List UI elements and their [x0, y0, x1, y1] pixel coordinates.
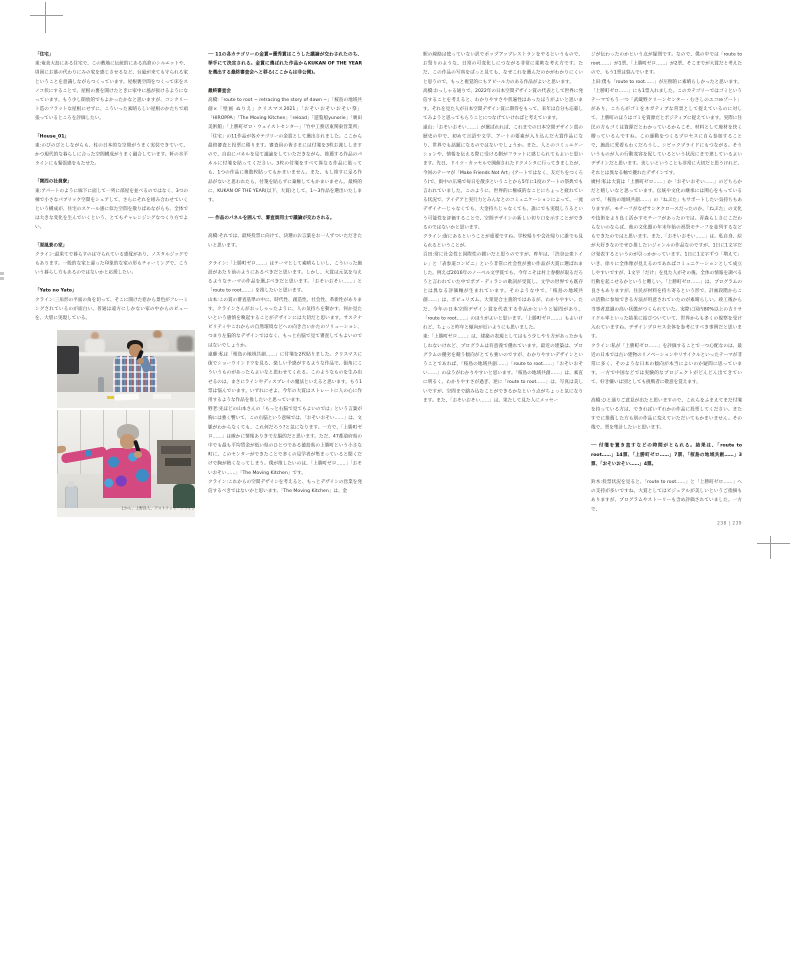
photo-shape [103, 448, 151, 498]
work-title: 「関西の社員寮」 [35, 178, 72, 185]
jury-comment: 百田:常に社会性と国際性の闘いだと思うのですが、昨年は、「渋谷公衆トイレ」と「表参道コンビニ」という非常に社会性が強い作品が大賞に選ばれました。例えば2016年のノーベル文学賞でも、今年こそは村上春樹が取るだろうと言われていた中でボブ・ディランの歌詞が受賞し、文学の世界でも既存とは異なる評価軸が生まれています。そのような中で、「桜島の地域共創……」は、ポピュリズム、大衆迎合主義的ではあるが、わかりやすい。ただ、今年の日本空間デザイン賞を代表する作品かというと疑問があり、「route to root……」のほうがよいと思います。「上勝町ゼロ……」もよいけれど、ちょっと昨年と傾向が近いようにも思いました。 [423, 251, 583, 331]
photo-judge-bottom [57, 410, 195, 517]
jury-comment: 高橋:おっしゃる通りで、2022年の日本空間デザイン賞の代表として世界に発信することを考えると、わかりやすさや普遍性はあったほうがよいと思います。それを見た人が日本空間デザイン賞に期待をもって、来年は自分も応募してみようと思ってもらうことにつなげていければと考えています。 [423, 87, 583, 121]
page-number-text: 238 | 239 [717, 521, 742, 526]
crop-mark [30, 15, 63, 16]
jury-comment: 東:奄美大島にある住宅で、この敷地に伝統的にある高倉のシルエットや、周囲にお墓の代わりにみの家を感じさせるなど、台風が来ても守られる家ということを意識しながらつくっています。屋根裏空間をつくって床をスノコ状にすることで、屋根の裏を開けたときに家中に風が抜けるようになっています。もう少し開放的でもよかったかなと思いますが、コンクリート造のフラットな屋根にせずに、こういった素晴らしい屋根のかたちで頑張っているところを評価したい。 [35, 60, 188, 121]
work-title: 「原風景の家」 [35, 242, 68, 248]
photo-shape [147, 338, 169, 351]
jury-comment: 駅の線路は使っていない訳でポップアップレストランをやるというもので、お祭りのような、日常の可変化しにつながる非常に柔軟な考え方です。ただ、この作品の写真をぱっと見ても、なぜこれを選んだのかがわかりにくいと思うので、もっと視覚的にもアピール力のある作品がよいと思います。 [423, 51, 583, 85]
jury-comment: 上田:僕も「route to root……」が圧倒的に素晴らしかったと思います。「上勝町ゼロ……」にも1票入れました。このカテゴリーではゴミというテーマでもう一つ「武蔵野クリーンセンター・むさしのエコreゾート」があり、こちらがゴミをネガティブな背景として捉えているのに対して、上勝町のほうはゴミを資源だとポジティブに捉えています。実際に住民の方もゴミは資源だとわかっているからこそ、材料として廃材を快く贈っているんですね。この運動をつくるプロセスに自ら参加することで、施設に愛着もわくだろうし、シビックプライドにもつながる。そういうものが人の行動変容を促しているという状況にまで達しているよいデザインだと思います。美しいということも非常に大切だと思うけれど、それとは異なる軸で優れたデザインです。 [591, 78, 742, 176]
jury-comment: クライン:私が「上勝町ゼロ……」を評価することで一つ心配なのは、最近の日本では古い建物のリノベーションやリサイクルといったテーマが非常に多く、そのような日本の傾向が本当によいのか疑問に思っています。一方で中国などでは実験的なプロジェクトがどんどん出てきていて、好き嫌いは別としても挑戦者に敬意を覚えます。 [591, 342, 742, 385]
jury-comment: 東:のびのびとしながらも、柱の日本的な空間がうまく実装できていて、かつ現代的な暮らしに合った空間構成がうまく融合しています。軒の水平ラインにも緊張感をもたせた。 [35, 142, 188, 167]
photo-shape [98, 377, 104, 393]
jury-comment: 山本:この賞の審査基準の中に、時代性、創造性、社会性、革新性があります。クラインさんがおっしゃったように、人の気持ちを動かす、何か見たいという感情を喚起することがデザインには大切だと思います。サステナビリティやこれからの自然環境などへの向き合いかたのソリューション、つまり左脳的なデザインではなく、もっと右脳で見て審査してもよいのではないでしょうか。 [208, 296, 362, 348]
jury-comment: 高橋:ひと通りご意見が出たと思いますので、これらをふまえてまだ付箋を持っている方は、できればいずれかの作品に投票してください。またすでに推薦した方も別の作品に変えていただいてもかまいません。その後で、票を集計したいと思います。 [591, 397, 742, 431]
work-title: 「住宅」 [35, 51, 54, 57]
stage-direction: ── 付箋を置き直すなどの時間がとられる。結果は、「route to root……」14票、「上勝町ゼロ……」7票、「桜島の地域共創……」3票、「おそいおそい……」4票。 [591, 442, 742, 467]
jury-comment: 鈴木:投票状況を見ると、「route to root……」と「上勝町ゼロ……」への支持が多いですね。大賞としてはビジュアルが美しいというご指摘もありますが、プログラムやストーリーも含め評価されていました。一方で、 [591, 478, 742, 512]
photo-shape [85, 339, 105, 353]
registration-mark [0, 272, 4, 275]
photo-shape [161, 446, 191, 454]
photo-shape [177, 336, 193, 352]
jury-comment: ジが伝わったのかという点が疑問です。なので、僕の中では「route to root……」が1票、「上勝町ゼロ……」が2票、そこまでが大賞だと考えたので、もう1票は悩んでいます。 [591, 51, 742, 76]
photo-shape [115, 393, 139, 400]
crop-mark [757, 543, 790, 544]
right-page-column-1 [423, 50, 583, 760]
stage-direction: ── 作品のパネルを囲んで、審査員同士で議論が交わされる。 [208, 215, 335, 221]
jury-comment: 東:アパートのように廊下に面して一列に部屋を並べるのではなく、3つの棟で小さなパブリック空間をシェアして、さらにそれを組み合わせていくという構成が、住宅のスケール感に似た空間を散りばめながらも、全体では大きな変化を生んでいくという、とてもチャレンジングなつくり方でよい。 [35, 187, 188, 230]
photo-shape [68, 481, 74, 487]
photo-caption-text: 上から、上野昌人、アストリッド・クライン [120, 506, 195, 511]
stage-direction: ── 11の各カテゴリーの金賞=優秀賞はこうした議論が交わされたのち、挙手にて決定される。金賞に選ばれた作品からKUKAN OF THE YEARを選出する最終審査会へと移る(ここからは非公開)。 [208, 51, 362, 76]
jury-comment: クライン:三角形の平面の角を切って、そこに開けた窓から景色がフレーミングされているのが面白い。普通は遠方にしかない家の中からのビューを、大胆に実現している。 [35, 296, 188, 321]
photo-shape [113, 356, 157, 394]
photo-caption [57, 506, 195, 515]
jury-comment: 遠山:「おそいおそい……」が選ばれれば、これまでの日本空間デザイン賞の歴史の中で、初めて言語や文学、アートの要素が入り込んだ大賞作品になり、世界でも話題になるのではないでしょうか。また、人とのコミュニケーションや、情報を伝える際に受ける側がフラットに感じられてもよいと思います。先日、ドイツ・カッセルで開催されたドクメンタに行ってきましたが、今回のテーマが「Make Friends Not Art」(アートではなく、友だちをつくろう)で、街中の広場で毎日を散歩ということから5年に1度のアートの祭典でも言われていました。このように、世界的に権威的なことにちょっと疲れている状況で、アイデアと実行力とみんなとのコミュニケーションによって、一流デザイナーじゃなくても、大金持ちじゃなくても、誰にでも実現しうるという可能性を評価することで、空間デザインの新しい切り口を示すことができるのではないかと思います。 [423, 124, 583, 230]
left-page-column-2 [208, 50, 362, 941]
work-title: 「House_01」 [35, 133, 69, 139]
photo-shape [165, 458, 191, 466]
jury-comment: 遠藤:私は「桜島の地域共創……」に付箋を2枚貼りました。クリスマスに街でショーウインドウを見る、楽しい予感がするような作品で、街角にこういうものがあったらよいなと思わせてくれる。このようなものを生み出せるのは、まさにラインやディスプレイの魔法といえると思います。もう1票は悩んでいます。いずれにせよ、今年の大賞はストレートに人の心に作用するような作品を推したいと思っています。 [208, 351, 362, 403]
section-heading: 最終審査会 [208, 87, 231, 94]
jury-comment: クライン:「上勝町ゼロ……」はテーマとして素晴らしいし、こういった施設があたり前のようにあるべきだと思います。しかし、大賞は元気を与えるようなテーマの作品を選ぶべきだと思います。「おそいおそい……」と「route to root……」を推したいと思います。 [208, 260, 362, 294]
photo-shape [57, 346, 79, 374]
photo-shape [137, 358, 144, 364]
jury-comment: クライン:これからの空間デザインを考えると、もっとデザインの営業を発信するべきではないかと思います。「The Moving Kitchen」は、金 [208, 478, 362, 494]
jury-comment: 廣村:私は大賞は「上勝町ゼロ……」か「おそいおそい……」のどちらかだと嬉しいなと思っています。伝統や文化の継承には関心をもっているので、「桜島の地域共創……」の「ねぶた」もサポートしたい気持ちもありますが、モチーフがなぜサンタクロースだったのか。「ねぶた」の文化や技術をより良く活かすモチーフがあったのでは。青森らしさにこだわらないのならば、他の文化圏の年末年始の祝祭モチーフを並列するなどもできたのではと思います。また、「おそいおそい……」は、私自身、絵が大好きなのでぜひ推したいジャンルの作品なのですが、1日に1文字だけ発表するというのが引っかかっています。1日に1文字ずつ「増えて」いき、徐々に全体像が見えるのであればコミュニケーションとして成立しやすいですが、1文字「だけ」を見た人がその後、全体の情報を調べる行動を起こせるかというと難しい。「上勝町ゼロ……」は、プログラムの良さもありますが、住民が材料を持ち寄るという形で、計画段階からこの活動に参加できる方法が用意されていたのが素晴らしい。竣工後から当事者意識の高い状態がつくられていた。実際に国内80%以上の古リサイクル率といった結果に結びついていて、世界からも多くの視察を受け入れていますね。デザインプロセス全体を参考にすべき事例だと思います。 [591, 178, 742, 340]
page-number [660, 521, 742, 531]
crop-mark [770, 536, 771, 559]
photo-shape [134, 451, 142, 458]
jury-comment: 東:「上勝町ゼロ……」は、建築の表現としてはもう少しやり方があったかもしれないけれど、プログラムは有意義で優れています。最近の建築は、プログラムの優劣を競う傾向がとても強いのですが、わかりやすいデザインということであれば、「桜島の地域共創……」「route to root……」「おそいおそい……」のほうがわかりやすいと思います。「桜島の地域共創……」は、素直に明るく、わかりやすさが過ぎ、逆に「route to root……」は、写真は美しいですが、空間まで踏み込むことができるかなという点がちょっと気になります。また、「おそいおそい……」は、果たして見た人にメッセー [423, 333, 583, 403]
registration-mark [0, 277, 4, 280]
crop-mark [45, 2, 46, 33]
photo-shape [107, 396, 114, 399]
work-title: 「Yato no Yato」 [35, 287, 77, 294]
jury-comment: クライン:街にあるということが重要ですね。学校帰りや会社帰りに誰でも見られるということが。 [423, 233, 583, 249]
jury-comment: 高橋:それでは、最終投票に向けて、決選のお言葉をお一人ずついただきたいと思います。 [208, 233, 362, 248]
jury-comment: クライン:最果てで暮らすのは守られている感覚があり、ノスタルジックでもあります。一般的な家と違った印象的な家の形もチャーミングで、こういう暮らし方もあるのではないかと応援したい。 [35, 251, 188, 276]
photo-judge-top [57, 330, 195, 408]
photo-shape [153, 394, 171, 399]
right-page-column-2 [591, 50, 742, 978]
jury-comment: 高橋:「route to root − retracing the story of dawn −」「桜島の地域共創×「壁画 ぬりえ」クリスマス2021」「おそいおそいおそい祭」「HIROPPA」「The Moving Kitchen」「reload」「遊覧船yunorie」「廣田美術館」「上勝町ゼロ・ウェイストセンター」「竹中工務店東関東営業所」「住宅」の11作品が各カテゴリーの金賞として選出されました。ここから最終審査と投票に移ります。審査員の皆さまには付箋を3枚お渡ししますので、自由にパネルを見て議論をしていただきながら、推薦する作品のパネルに付箋を貼ってください。3枚の付箋をすべて異なる作品に貼っても、1つの作品に複数枚貼ってもかまいません。また、もし推すに足る作品がないと思われたら、付箋を貼らずに棄権してもかまいません。最終的に、KUKAN OF THE YEAR(以下、大賞)として、1〜3作品を選出いたします。 [208, 96, 362, 203]
jury-comment: 野老:先ほどの山本さんの「もっと右脳で見てもよいのでは」という言葉が胸には強く響いて、この右脳という意味では、「おそいおそい……」は、文脈がわからなくても、これ何だろう?と気になります。一方で、「上勝町ゼロ……」は確かに情報ありきで左脳的だと思います。ただ、47都道府県の中でも最も平均賃金が低い県のひとつである徳島県の上勝町という小さな町に、このセンターができたことで多くの見学者が集まっていると聞くだけで胸が熱くなってしまう。僕が推したいのは、「上勝町ゼロ……」「おそいおそい……」「The Moving Kitchen」です。 [208, 406, 362, 476]
